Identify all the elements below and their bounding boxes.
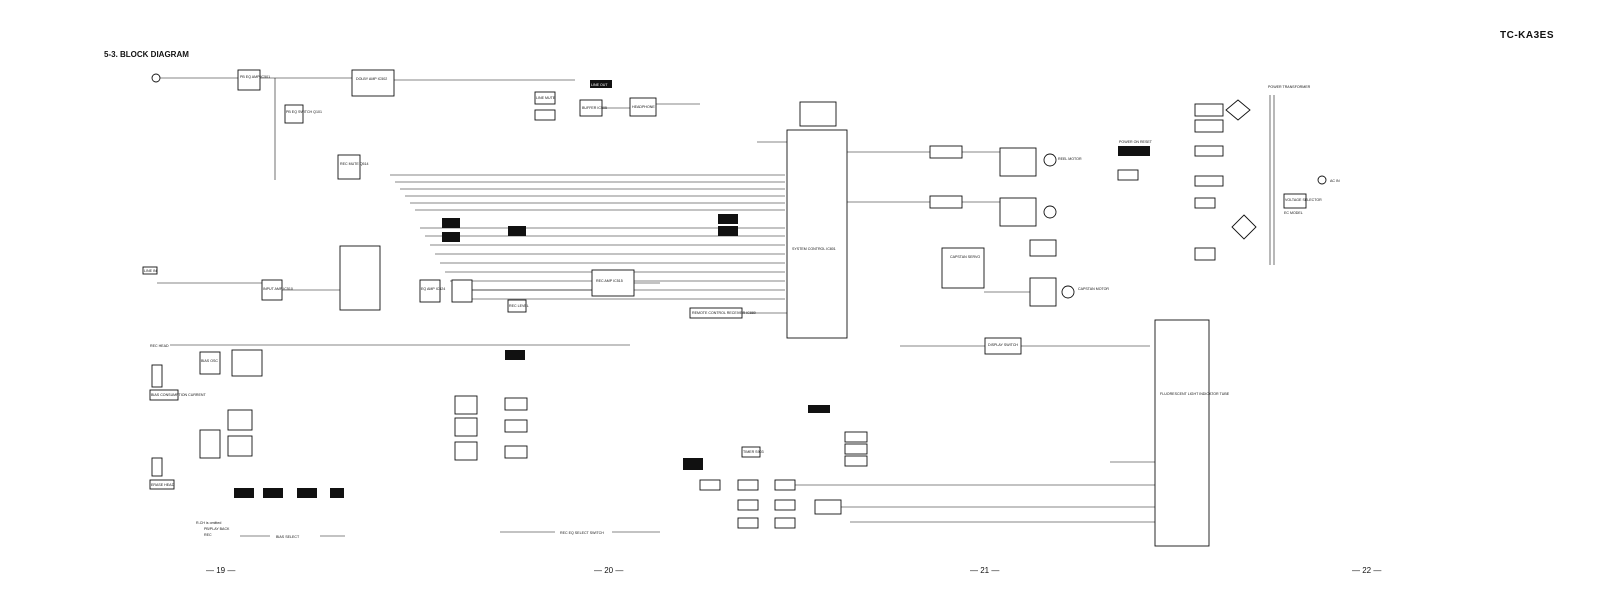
bias-osc-label: BIAS OSC: [201, 359, 218, 363]
type-switch-blocks: [234, 488, 344, 498]
erase-head-label: ERASE HEAD: [151, 483, 175, 487]
pb-head-section: [152, 74, 238, 82]
line-mute-label: LINE MUTE: [536, 96, 556, 100]
dolby-amp-block: [352, 70, 394, 96]
rec-head: [150, 344, 207, 400]
erase-osc-block: [200, 430, 220, 458]
pb-eq-switch-label: PB EQ SWITCH Q101: [286, 110, 322, 114]
capstan-section: [942, 240, 1109, 306]
timer-label: TIMER S903: [743, 450, 764, 454]
erase-head: [150, 458, 175, 489]
remote-label: REMOTE CONTROL RECEIVER IC880: [692, 311, 756, 315]
legend-line2: PB/PLAY BACK: [204, 527, 230, 531]
rec-amp-block: [592, 270, 634, 296]
rec-eq-legend: [196, 521, 660, 539]
fl-tube-block: [1110, 320, 1230, 546]
pb-eq-amp-block: [238, 70, 270, 90]
legend-line3: REC: [204, 533, 212, 537]
power-supply-section: [1118, 85, 1311, 265]
page-number-21: — 21 —: [970, 566, 1000, 575]
rec-eq-select-label: REC EQ SELECT SWITCH: [560, 531, 604, 535]
voltage-selector-label: VOLTAGE SELECTOR: [1285, 198, 1322, 202]
line-out-label: LINE OUT: [591, 83, 608, 87]
page-number-19: — 19 —: [206, 566, 236, 575]
headphone-label: HEADPHONE: [632, 105, 655, 109]
display-switch-label: DISPLAY SWITCH: [988, 343, 1019, 347]
capstan-servo-label: CAPSTAN SERVO: [950, 255, 981, 259]
page-number-20: — 20 —: [594, 566, 624, 575]
system-control-ic: [787, 102, 847, 338]
page-number-22: — 22 —: [1352, 566, 1382, 575]
rec-mute-label: REC MUTE Q514: [340, 162, 369, 166]
rec-level-label: REC LEVEL: [509, 304, 529, 308]
remote-receiver-block: [690, 308, 787, 318]
buffer-filter-chain: [700, 480, 1155, 528]
pb-eq-amp-label: PB EQ AMP IC501: [240, 75, 271, 79]
eq-amp-label: EQ AMP IC524: [421, 287, 446, 291]
crss-block: [228, 410, 252, 430]
fl-tube-label: FLUORESCENT LIGHT INDICATOR TUBE: [1160, 392, 1230, 396]
line-in-label: LINE IN: [144, 269, 157, 273]
reel-motor-label: REEL MOTOR: [1058, 157, 1082, 161]
line-mute-blocks: [535, 92, 556, 120]
display-switch-block: [900, 338, 1150, 354]
power-transformer-label: POWER TRANSFORMER: [1268, 85, 1311, 89]
legend-line1: R-CH is omitted: [196, 521, 222, 525]
bias-osc-block: [200, 350, 262, 376]
reel-motor-section: [847, 146, 1082, 226]
rec-mute-block: [338, 155, 369, 179]
model-number: TC-KA3ES: [1499, 30, 1554, 41]
dolby-record-block: [340, 246, 380, 310]
system-control-label: SYSTEM CONTROL IC801: [792, 247, 836, 251]
eq-amp-block: [420, 280, 472, 302]
capstan-motor-label: CAPSTAN MOTOR: [1078, 287, 1110, 291]
cal-amp-blocks: [455, 396, 527, 460]
rec-amp-label: REC AMP IC515: [596, 279, 623, 283]
rec-level-block: [508, 300, 529, 312]
headphone-amp-block: [630, 98, 656, 116]
line-in-jack: [143, 267, 262, 283]
bias-current-label: BIAS CONSUMPTION CURRENT: [151, 393, 206, 397]
bias-select-label: BIAS SELECT: [276, 535, 300, 539]
voltage-selector-block: [1284, 176, 1340, 215]
pb-eq-switch-block: [285, 105, 322, 123]
ec-model-label: EC MODEL: [1284, 211, 1303, 215]
section-title: 5-3. BLOCK DIAGRAM: [104, 50, 189, 59]
dolby-amp-label: DOLBY AMP IC502: [356, 77, 388, 81]
timer-block: [742, 447, 764, 457]
ac-plug-icon: [1318, 176, 1326, 184]
ac-in-label: AC IN: [1330, 179, 1340, 183]
buffer-label: BUFFER IC505: [582, 106, 607, 110]
power-on-reset-label: POWER ON RESET: [1119, 140, 1152, 144]
rec-head-label: REC HEAD: [150, 344, 169, 348]
input-amp-label: INPUT AMP IC510: [263, 287, 293, 291]
line-out-section: [590, 80, 612, 88]
crss-block-2: [228, 436, 252, 456]
key-switch-blocks: [683, 405, 867, 470]
